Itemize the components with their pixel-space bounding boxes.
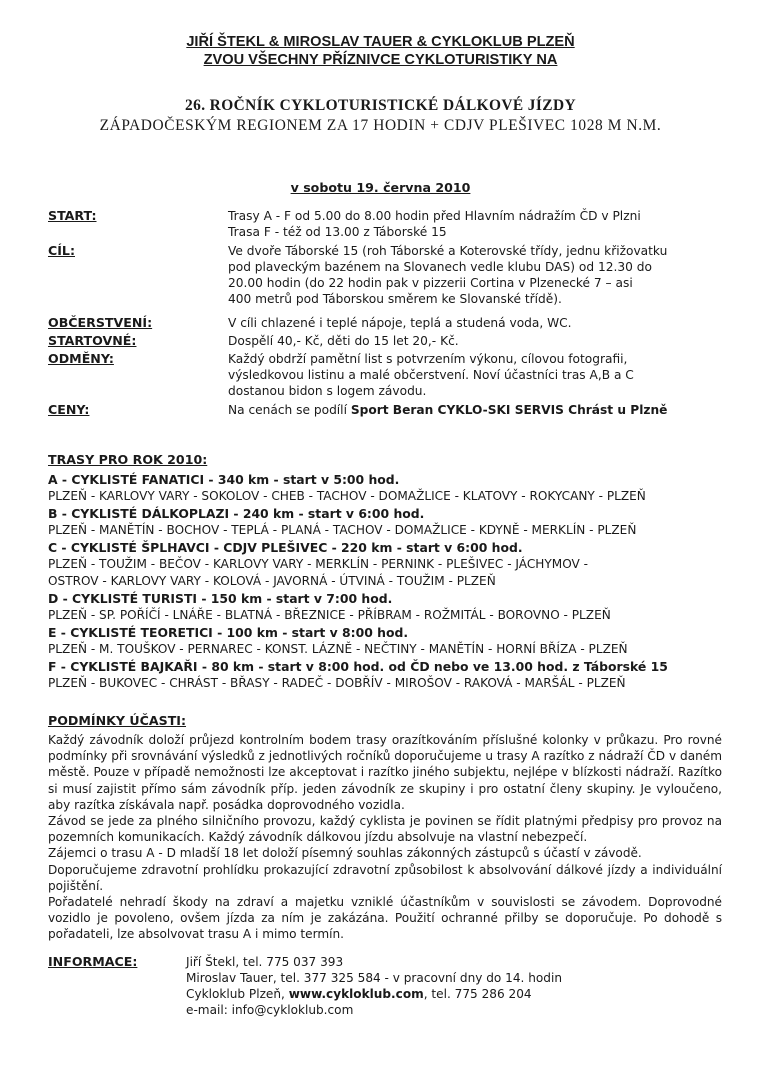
rewards-value	[228, 351, 728, 399]
event-title: 26. ROČNÍK CYKLOTURISTICKÉ DÁLKOVÉ JÍZDY	[185, 97, 576, 114]
refreshment-row	[48, 315, 728, 331]
route-a	[48, 471, 720, 505]
start-line: Trasa F - též od 13.00 z Táborské 15	[228, 225, 447, 239]
route-title: E - CYKLISTÉ TEORETICI - 100 km - start v 8:00 hod.	[48, 625, 409, 640]
event-date: v sobotu 19. června 2010	[290, 180, 471, 195]
club-phone: , tel. 775 286 204	[423, 987, 532, 1001]
website-link[interactable]: www.cykloklub.com	[288, 987, 424, 1001]
finish-line: 400 metrů pod Táborskou směrem ke Slovanské třídě).	[228, 292, 562, 306]
route-title: F - CYKLISTÉ BAJKAŘI - 80 km - start v 8:00 hod. od ČD nebo ve 13.00 hod. z Táborské 15	[48, 659, 668, 674]
route-path: PLZEŇ - KARLOVY VARY - SOKOLOV - CHEB - TACHOV - DOMAŽLICE - KLATOVY - ROKYCANY - PLZEŇ	[48, 489, 646, 503]
route-title: C - CYKLISTÉ ŠPLHAVCI - CDJV PLEŠIVEC - 220 km - start v 6:00 hod.	[48, 540, 523, 555]
prizes-value	[228, 402, 728, 418]
routes-title: TRASY PRO ROK 2010:	[48, 452, 208, 467]
fee-line: Dospělí 40,- Kč, děti do 15 let 20,- Kč.	[228, 334, 459, 348]
route-path: PLZEŇ - MANĚTÍN - BOCHOV - TEPLÁ - PLANÁ - TACHOV - DOMAŽLICE - KDYNĚ - MERKLÍN - PLZEŇ	[48, 523, 637, 537]
route-path: PLZEŇ - M. TOUŠKOV - PERNAREC - KONST. LÁZNĚ - NEČTINY - MANĚTÍN - HORNÍ BŘÍZA - PLZEŇ	[48, 642, 628, 656]
conditions-paragraph: Doporučujeme zdravotní prohlídku prokazující zdravotní způsobilost k absolvování dálkové jízdy a individuální pojištění.	[48, 862, 722, 893]
finish-line: 20.00 hodin (do 22 hodin pak v pizzerii Cortina v Plzenecké 7 – asi	[228, 276, 633, 290]
rewards-row	[48, 351, 728, 399]
info-section	[48, 208, 728, 418]
prizes-row	[48, 402, 728, 418]
contact-line: Jiří Štekl, tel. 775 037 393	[186, 955, 344, 969]
finish-row	[48, 243, 728, 307]
rewards-line: Každý obdrží pamětní list s potvrzením výkonu, cílovou fotografii,	[228, 352, 628, 366]
route-b	[48, 505, 720, 539]
refreshment-line: V cíli chlazené i teplé nápoje, teplá a studená voda, WC.	[228, 316, 572, 330]
contact-line	[186, 986, 562, 1002]
organizers-heading	[0, 33, 761, 69]
route-f	[48, 658, 720, 692]
invitation-line: ZVOU VŠECHNY PŘÍZNIVCE CYKLOTURISTIKY NA	[203, 52, 558, 68]
conditions-paragraph: Každý závodník doloží průjezd kontrolním bodem trasy orazítkováním příslušné kolonky v průkazu. Pro rovné podmínky při srovnávání výsledků z jednotlivých ročníků doporučujeme u trasy A razítko z nádraží ČD v daném městě. Pouze v případě nemožnosti lze akceptovat i razítko jiného subjektu, nejlépe v blízkosti nádraží. Razítko si musí zajistit přímo sám závodník příp. jeden závodník ze skupiny i pro ostatní členy skupiny. Je vyloučeno, aby razítka získávala např. posádka doprovodného vozidla.	[48, 733, 722, 812]
routes-section	[48, 452, 720, 692]
route-title: A - CYKLISTÉ FANATICI - 340 km - start v 5:00 hod.	[48, 472, 400, 487]
email-line: e-mail: info@cykloklub.com	[186, 1003, 354, 1017]
rewards-line: dostanou bidon s logem závodu.	[228, 384, 427, 398]
conditions-paragraph: Závod se jede za plného silničního provozu, každý cyklista je povinen se řídit platnými předpisy pro provoz na pozemních komunikacích. Každý závodník dálkovou jízdu absolvuje na vlastní nebezpečí.	[48, 814, 722, 845]
contact-section	[48, 954, 728, 1018]
rewards-label: ODMĚNY:	[48, 351, 114, 366]
start-row	[48, 208, 728, 240]
contact-details	[186, 954, 562, 1018]
refreshment-label: OBČERSTVENÍ:	[48, 315, 153, 330]
club-name: Cykloklub Plzeň,	[186, 987, 289, 1001]
fee-value	[228, 333, 728, 349]
prizes-text: Na cenách se podílí	[228, 403, 351, 417]
prizes-label: CENY:	[48, 402, 90, 417]
route-c	[48, 539, 720, 590]
route-e	[48, 624, 720, 658]
finish-line: Ve dvoře Táborské 15 (roh Táborské a Koterovské třídy, jednu křižovatku	[228, 244, 668, 258]
contact-line: Miroslav Tauer, tel. 377 325 584 - v pracovní dny do 14. hodin	[186, 971, 562, 985]
fee-label: STARTOVNÉ:	[48, 333, 137, 348]
route-path: PLZEŇ - BUKOVEC - CHRÁST - BŘASY - RADEČ - DOBŘÍV - MIROŠOV - RAKOVÁ - MARŠÁL - PLZEŇ	[48, 676, 626, 690]
contact-label: INFORMACE:	[48, 954, 138, 969]
conditions-section	[48, 713, 722, 943]
finish-label: CÍL:	[48, 243, 75, 258]
conditions-paragraph: Pořadatelé nehradí škody na zdraví a majetku vzniklé účastníkům v souvislosti se závodem. Doprovodné vozidlo je povoleno, ovšem jízda za ním je zakázána. Použití ochranné přilby se doporučuje. Po dohodě s pořadateli, lze absolvovat trasu A i mimo termín.	[48, 895, 722, 942]
fee-row	[48, 333, 728, 349]
event-subtitle: ZÁPADOČESKÝM REGIONEM ZA 17 HODIN + CDJV PLEŠIVEC 1028 M N.M.	[99, 117, 662, 134]
start-value	[228, 208, 728, 240]
route-path: PLZEŇ - TOUŽIM - BEČOV - KARLOVY VARY - MERKLÍN - PERNINK - PLEŠIVEC - JÁCHYMOV -	[48, 557, 588, 571]
start-label: START:	[48, 208, 97, 223]
conditions-title: PODMÍNKY ÚČASTI:	[48, 713, 187, 728]
refreshment-value	[228, 315, 728, 331]
route-title: D - CYKLISTÉ TURISTI - 150 km - start v 7:00 hod.	[48, 591, 393, 606]
start-line: Trasy A - F od 5.00 do 8.00 hodin před Hlavním nádražím ČD v Plzni	[228, 209, 641, 223]
route-title: B - CYKLISTÉ DÁLKOPLAZI - 240 km - start v 6:00 hod.	[48, 506, 425, 521]
route-path: PLZEŇ - SP. POŘÍČÍ - LNÁŘE - BLATNÁ - BŘEZNICE - PŘÍBRAM - ROŽMITÁL - BOROVNO - PLZEŇ	[48, 608, 611, 622]
finish-value	[228, 243, 728, 307]
route-path: OSTROV - KARLOVY VARY - KOLOVÁ - JAVORNÁ - ÚTVINÁ - TOUŽIM - PLZEŇ	[48, 574, 496, 588]
route-d	[48, 590, 720, 624]
conditions-paragraph: Zájemci o trasu A - D mladší 18 let doloží písemný souhlas zákonných zástupců s účastí v závodě.	[48, 846, 642, 861]
event-heading	[0, 96, 761, 136]
finish-line: pod plaveckým bazénem na Slovanech vedle klubu DAS) od 12.30 do	[228, 260, 652, 274]
rewards-line: výsledkovou listinu a malé občerstvení. Noví účastníci tras A,B a C	[228, 368, 634, 382]
organizers-line: JIŘÍ ŠTEKL & MIROSLAV TAUER & CYKLOKLUB PLZEŇ	[186, 34, 575, 50]
sponsor-name: Sport Beran CYKLO-SKI SERVIS Chrást u Plzně	[350, 403, 668, 417]
